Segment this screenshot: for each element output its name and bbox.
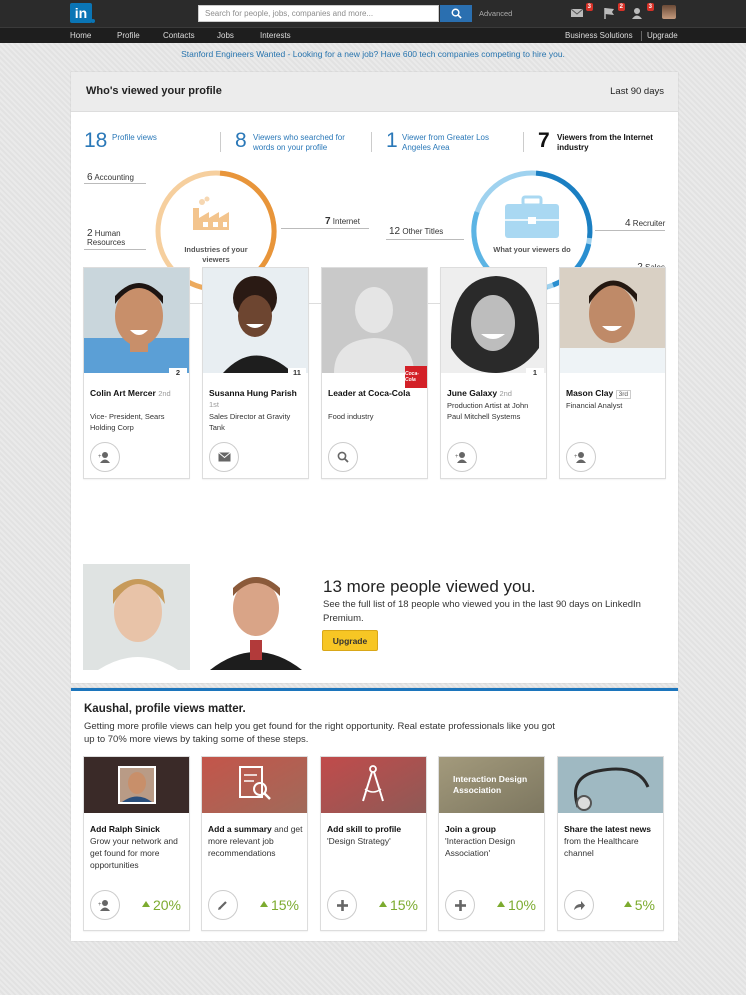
tip-action: Add Ralph Sinick (90, 824, 160, 834)
tip-card[interactable] (438, 756, 545, 931)
stat-label: Viewers from the Internet industry (557, 133, 653, 152)
card-header (71, 72, 678, 112)
titles-donut-label: What your viewers do (493, 245, 571, 254)
up-arrow-icon (497, 901, 505, 907)
industry-count: 7 (325, 216, 331, 227)
add-connection-icon (631, 6, 645, 20)
tip-percentage-value: 15% (270, 897, 299, 913)
notifications-badge: 2 (619, 4, 623, 10)
viewer-name[interactable] (447, 388, 542, 399)
main-nav (0, 27, 746, 43)
svg-text:+: + (98, 902, 102, 908)
tip-detail: Grow your network and get found for more opportunities (90, 836, 178, 870)
industry-count: 6 (87, 172, 93, 183)
blurred-viewer-photo (202, 564, 309, 670)
connect-button[interactable] (447, 442, 477, 472)
tip-percentage (624, 897, 655, 913)
up-arrow-icon (379, 901, 387, 907)
join-group-button[interactable] (445, 890, 475, 920)
industry-count: 2 (87, 228, 93, 239)
stat-industry-viewers[interactable] (538, 130, 678, 160)
add-connection-icon (574, 450, 588, 464)
edit-summary-button[interactable] (208, 890, 238, 920)
user-avatar[interactable] (662, 5, 676, 19)
connection-degree: 1st (209, 400, 220, 409)
flag-icon (602, 6, 616, 20)
viewer-name[interactable] (566, 388, 661, 400)
viewer-name-text: Susanna Hung Parish (209, 388, 297, 398)
title-recruiter[interactable] (625, 218, 665, 229)
viewer-title: Sales Director at Gravity Tank (209, 412, 291, 432)
viewer-name-text: Leader at Coca-Cola (328, 388, 411, 398)
tip-image (439, 757, 544, 813)
tip-percentage (497, 897, 536, 913)
plus-icon (455, 900, 466, 911)
stat-divider (371, 132, 372, 152)
viewer-count: 11 (288, 368, 306, 377)
group-name-label: Interaction Design Association (453, 774, 528, 795)
nav-separator (641, 31, 642, 41)
envelope-icon (218, 452, 231, 462)
viewer-card[interactable] (440, 267, 547, 479)
tip-image (558, 757, 663, 813)
connect-button[interactable] (566, 442, 596, 472)
nav-upgrade[interactable]: Upgrade (647, 31, 678, 40)
industry-label: Human Resources (87, 229, 126, 247)
more-viewers-title: 13 more people viewed you. (323, 577, 536, 596)
nav-home[interactable]: Home (70, 31, 92, 40)
stat-profile-views[interactable] (84, 130, 214, 160)
industry-label: Internet (332, 217, 360, 226)
tip-percentage-value: 10% (507, 897, 536, 913)
coca-cola-logo: Coca-Cola (405, 366, 427, 388)
tip-text (564, 823, 659, 859)
leader-line (84, 183, 146, 184)
add-skill-button[interactable] (327, 890, 357, 920)
stat-divider (220, 132, 221, 152)
viewer-name-text: Colin Art Mercer (90, 388, 156, 398)
top-bar (0, 0, 746, 27)
stat-label: Profile views (112, 133, 157, 142)
leader-line (386, 239, 464, 240)
more-viewers-description: See the full list of 18 people who viewed you in the last 90 days on LinkedIn Premium. (323, 599, 641, 624)
logo-dot (91, 19, 95, 23)
tip-card[interactable] (320, 756, 427, 931)
connection-degree: 3rd (616, 390, 631, 399)
viewer-photo[interactable] (322, 268, 427, 373)
invitations-button[interactable] (631, 4, 652, 22)
title-count: 4 (625, 218, 631, 229)
industries-donut-label: Industries of your viewers (184, 245, 248, 264)
search-icon (337, 451, 349, 463)
tip-percentage (260, 897, 299, 913)
viewer-card[interactable] (83, 267, 190, 479)
connection-degree: 2nd (499, 389, 512, 398)
industry-internet[interactable] (325, 216, 360, 227)
tip-image (321, 757, 426, 813)
add-connection-icon (98, 898, 112, 912)
stat-location-viewer[interactable] (386, 130, 526, 160)
viewer-count: 1 (526, 368, 544, 377)
nav-interests[interactable]: Interests (260, 31, 291, 40)
invitations-badge: 3 (648, 4, 652, 10)
svg-text:+: + (98, 454, 102, 460)
card-title: Who's viewed your profile (86, 85, 222, 97)
promo-banner-link[interactable]: Stanford Engineers Wanted - Looking for a new job? Have 600 tech companies competing to hire you. (181, 49, 565, 59)
search-input[interactable] (198, 5, 439, 22)
industry-hr[interactable] (87, 229, 147, 247)
svg-text:+: + (455, 454, 459, 460)
stat-number: 7 (538, 129, 550, 152)
viewer-card[interactable] (202, 267, 309, 479)
upgrade-button[interactable]: Upgrade (322, 630, 378, 651)
stat-divider (523, 132, 524, 152)
up-arrow-icon (260, 901, 268, 907)
viewer-title: Production Artist at John Paul Mitchell Systems (447, 401, 529, 421)
svg-text:+: + (574, 454, 578, 460)
viewer-card[interactable] (559, 267, 666, 479)
tip-action: Add a summary (208, 824, 272, 834)
pencil-icon (217, 899, 229, 911)
messages-button[interactable] (570, 4, 591, 22)
message-button[interactable] (209, 442, 239, 472)
plus-icon (337, 900, 348, 911)
tip-detail: and get more relevant job recommendations (208, 824, 303, 858)
nav-profile[interactable]: Profile (117, 31, 140, 40)
viewer-photo[interactable] (560, 268, 665, 373)
nav-jobs[interactable]: Jobs (217, 31, 234, 40)
leader-line (84, 249, 146, 250)
tip-text (327, 823, 422, 847)
tip-text (208, 823, 303, 859)
industry-label: Accounting (94, 173, 134, 182)
briefcase-icon (505, 197, 559, 238)
tip-percentage (142, 897, 181, 913)
envelope-icon (570, 6, 584, 20)
up-arrow-icon (624, 901, 632, 907)
viewer-name[interactable] (209, 388, 304, 410)
tip-card[interactable] (557, 756, 664, 931)
tip-action: Share the latest news (564, 824, 651, 834)
viewer-name[interactable] (328, 388, 423, 399)
linkedin-logo[interactable] (70, 3, 95, 25)
stat-number: 1 (386, 129, 398, 152)
viewer-title: Financial Analyst (566, 401, 623, 410)
connection-degree: 2nd (158, 389, 171, 398)
nav-contacts[interactable]: Contacts (163, 31, 195, 40)
title-label: Other Titles (402, 227, 444, 236)
stat-searched-viewers[interactable] (235, 130, 375, 160)
viewer-photo[interactable] (84, 268, 189, 373)
connect-button[interactable] (90, 890, 120, 920)
search-button[interactable] (440, 5, 472, 22)
tip-detail: 'Interaction Design Association' (445, 836, 516, 858)
tips-description: Getting more profile views can help you get found for the right opportunity. Real estate professionals like you got up to 70% more views by taking some of these steps. (84, 721, 555, 745)
viewer-name-text: Mason Clay (566, 388, 614, 398)
search-icon (451, 8, 462, 19)
tip-percentage (379, 897, 418, 913)
tip-text (90, 823, 185, 871)
tip-detail: 'Design Strategy' (327, 836, 391, 846)
viewer-card[interactable] (321, 267, 428, 479)
tips-title: Kaushal, profile views matter. (84, 703, 246, 715)
leader-line (595, 230, 665, 231)
share-button[interactable] (564, 890, 594, 920)
blurred-viewer-photo (83, 564, 190, 670)
tip-text (445, 823, 540, 859)
title-other[interactable] (389, 226, 443, 237)
tip-image (202, 757, 307, 813)
logo-text: in (70, 3, 92, 23)
viewer-photo[interactable] (203, 268, 308, 373)
factory-icon (193, 197, 229, 231)
stat-number: 18 (84, 129, 108, 152)
title-count: 12 (389, 226, 401, 237)
tip-action: Add skill to profile (327, 824, 402, 834)
stat-number: 8 (235, 129, 247, 152)
viewer-photo[interactable] (441, 268, 546, 373)
share-arrow-icon (573, 900, 586, 911)
viewer-name-text: June Galaxy (447, 388, 498, 398)
viewer-name[interactable] (90, 388, 185, 399)
tip-detail: from the Healthcare channel (564, 836, 639, 858)
viewer-count: 2 (169, 368, 187, 377)
tip-card[interactable] (83, 756, 190, 931)
viewer-title: Vice- President, Sears Holding Corp (90, 412, 165, 432)
tip-percentage-value: 5% (634, 897, 655, 913)
industry-accounting[interactable] (87, 172, 134, 183)
advanced-search-link[interactable]: Advanced (479, 9, 513, 18)
tip-card[interactable] (201, 756, 308, 931)
search-viewer-button[interactable] (328, 442, 358, 472)
messages-badge: 3 (587, 4, 591, 10)
title-label: Recruiter (632, 219, 666, 228)
nav-business-solutions[interactable]: Business Solutions (565, 31, 633, 40)
add-connection-icon (455, 450, 469, 464)
viewer-title: Food industry (328, 412, 374, 421)
leader-line (281, 228, 369, 229)
tip-action: Join a group (445, 824, 496, 834)
date-range[interactable]: Last 90 days (610, 86, 664, 97)
notifications-button[interactable] (602, 4, 623, 22)
add-connection-icon (98, 450, 112, 464)
stat-label: Viewers who searched for words on your profile (253, 133, 345, 152)
stat-label: Viewer from Greater Los Angeles Area (402, 133, 489, 152)
up-arrow-icon (142, 901, 150, 907)
tip-image (84, 757, 189, 813)
tip-percentage-value: 15% (389, 897, 418, 913)
tip-percentage-value: 20% (152, 897, 181, 913)
connect-button[interactable] (90, 442, 120, 472)
profile-tips-card (71, 688, 678, 941)
